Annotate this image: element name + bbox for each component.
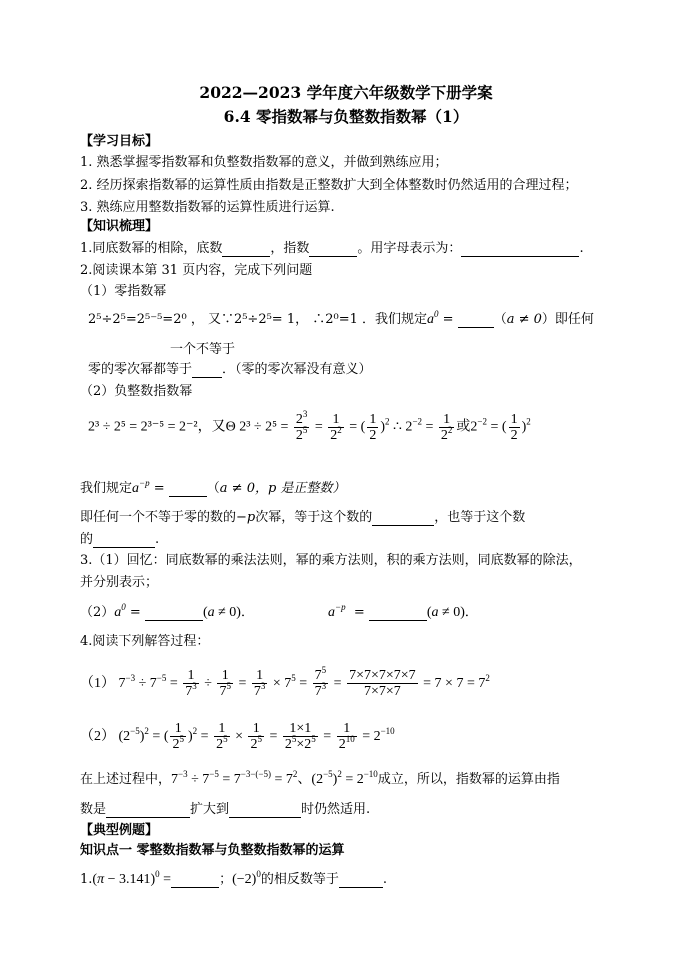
neg-line-c: ，也等于这个数 [434,510,526,525]
fraction: $\frac{1}{7^3}$ [185,668,197,700]
fraction: $\frac{1}{2^2}$ [330,412,342,443]
answer-blank [309,243,357,257]
fraction: $\frac{1}{2^2}$ [440,412,453,443]
q4-1-label: （1） [80,676,115,691]
zero-exponent-label: （1）零指数幂 [80,284,167,299]
neg-define-condition: a ≠ 0，p 是正整数） [219,481,346,496]
answer-blank [461,243,579,257]
fraction: $\frac{1}{2^5}$ [250,721,262,753]
concl2-b: 扩大到 [190,802,230,817]
neg-expr-a: 2³ ÷ 2⁵ = 2³⁻⁵ = 2⁻²，又Θ 2³ ÷ 2⁵ = [88,419,289,435]
a-power-neg-p: $a^{-p}$ [132,478,150,496]
question-2: 2.阅读课本第 31 页内容，完成下列问题 [80,263,313,278]
knowledge-heading: 【知识梳理】 [80,219,159,234]
neg-line2: 的 [80,532,94,547]
fraction: $\frac{1}{2^5}$ [216,721,228,753]
negative-definition [80,478,346,497]
question-4: 4.阅读下列解答过程： [80,634,210,649]
answer-blank [229,804,301,818]
concl-a: 在上述过程中， [80,772,172,787]
fraction: $\frac{2^3}{2^5}$ [295,409,308,443]
zero-expr-b: = [438,312,458,327]
q1-end: . [579,241,584,256]
knowledge-point-1: 知识点一 零整数指数幂与负整数指数幂的运算 [80,843,345,858]
answer-blank [222,243,270,257]
zero-expr-c: （ [493,312,507,327]
goal-item-2: 2. 经历探索指数幂的运算性质由指数是正整数扩大到全体整数时仍然适用的合理过程； [80,178,578,193]
zero-exponent-derivation [88,309,594,328]
answer-blank [106,804,190,818]
goals-heading: 【学习目标】 [80,134,159,149]
solution-2: （2） $(2^{-5})^2$ = ( $\frac{1}{2^5}$ )$^2$ = $\frac{1}{2^5}$ × $\frac{1}{2^5}$ = $\frac{1\times 1}{2^5\times 2^5}$ = $\frac{1}{2^{10}}$ = $2^{-10}$ [80,721,395,753]
zero-expr-a: 2⁵÷2⁵=2⁵⁻⁵=2⁰ ， 又∵2⁵÷2⁵= 1， ∴2⁰=1 ．我们规定 [88,312,428,327]
ex1-a: 1. [80,872,93,887]
fraction: $\frac{1}{7^3}$ [253,668,266,700]
q1-text-c: 。用字母表示为： [357,241,462,256]
negative-explanation [80,510,525,526]
fraction: $\frac{1\times 1}{2^5\times 2^5}$ [284,721,316,753]
doc-subtitle: 6.4 零指数幂与负整数指数幂（1） [223,107,469,126]
answer-blank [93,534,155,548]
neg-define-b: = [149,481,169,496]
neg-line2-end: . [155,532,160,547]
example-1: $1.(\pi - 3.141)^0$ = ；$(-2)^0$的相反数等于 . [80,869,387,887]
conclusion-line-1: 在上述过程中，$7^{-3} \div 7^{-5} = 7^{-3-(-5)} = 7^2$、$(2^{-5})^2 = 2^{-10}$成立，所以，指数幂的运算由指 [80,769,560,787]
concl2-c: 时仍然适用. [301,802,371,817]
neg-define-a: 我们规定 [80,481,133,496]
question-1 [80,241,584,257]
question-3-line-1: 3.（1）回忆：同底数幂的乘法法则，幂的乘方法则，积的乘方法则，同底数幂的除法， [80,553,582,568]
ex1-b: ； [219,872,233,887]
examples-heading: 【典型例题】 [80,823,159,838]
fraction: $\frac{1}{7^5}$ [219,668,231,700]
ex1-c: 的相反数等于 [260,872,339,887]
answer-blank [369,607,427,621]
negative-exponent-label: （2）负整数指数幂 [80,384,193,399]
fraction: $\frac{1}{2^5}$ [172,721,184,753]
goal-item-1: 1. 熟悉掌握零指数幂和负整数指数幂的意义，并做到熟练应用； [80,155,448,170]
solution-1: （1） $7^{-3} \div 7^{-5}$ = $\frac{1}{7^3}$ ÷ $\frac{1}{7^5}$ = $\frac{1}{7^3}$ × $7^5$ = $\frac{7^5}{7^3}$ = $\frac{7\times 7\times 7\times 7\times 7}{7\times 7\times 7}$ = $7 \times 7 = 7^2$ [80,665,490,700]
concl2-a: 数是 [80,802,107,817]
neg-line-b: 次幂，等于这个数的 [255,510,373,525]
a-power-neg-p: $a^{-p}$ [328,602,346,620]
answer-blank [458,314,494,328]
zero-line-3 [88,362,372,378]
zero-condition: a ≠ 0 [506,312,542,327]
doc-title: 2022—2023 学年度六年级数学下册学案 [199,83,493,102]
negative-exponent-derivation: 2³ ÷ 2⁵ = 2³⁻⁵ = 2⁻²，又Θ 2³ ÷ 2⁵ = $\frac{2^3}{2^5}$ = $\frac{1}{2^2}$ = ( $\frac{1}{2}$ )$^2$ ∴ $2^{-2}$ = $\frac{1}{2^2}$ 或$2^{-2}$ = ( $\frac{1}{2}$ )$^2$ [88,409,531,443]
a-power-zero: $a^0$ [427,309,439,327]
q1-text-b: ，指数 [270,241,310,256]
answer-blank [339,874,383,888]
fraction: $\frac{1}{2}$ [510,412,518,443]
neg-line-a: 即任何一个不等于零的数的 [80,510,237,525]
fraction: $\frac{7^5}{7^3}$ [314,665,327,700]
answer-blank [192,364,222,378]
ex1-end: . [382,872,387,887]
conclusion-line-2 [80,802,370,818]
answer-blank [145,607,203,621]
answer-blank [169,483,207,497]
minus-p: −p [236,510,256,525]
q1-text-a: 1.同底数幂的相除，底数 [80,241,223,256]
zero-line3-a: 零的零次幂都等于 [88,362,193,377]
fraction: $\frac{1}{2}$ [369,412,377,443]
fraction: $\frac{7\times 7\times 7\times 7\times 7}{7\times 7\times 7}$ [349,668,416,700]
zero-line3-b: ．（零的零次幂没有意义） [222,362,372,377]
concl-b: 成立，所以，指数幂的运算由指 [377,772,560,787]
fraction: $\frac{1}{2^{10}}$ [338,721,355,753]
q4-2-label: （2） [80,729,115,744]
zero-expr-d: ）即任何 [541,312,594,327]
q3-2-label: （2） [80,605,115,620]
negative-explanation-2 [80,532,159,548]
neg-define-c: （ [206,481,220,496]
question-3-part-2b: $a^{-p} = (a \ne 0)$． [328,602,478,620]
answer-blank [171,874,219,888]
a-power-zero: $a^0$ [114,602,126,620]
goal-item-3: 3. 熟练应用整数指数幂的运算性质进行运算. [80,200,335,215]
question-3-line-2: 并分别表示； [80,575,159,590]
zero-line-2: 一个不等于 [170,342,236,357]
answer-blank [372,512,434,526]
question-3-part-2: $(2)a^0 = (a \ne 0)$． [80,602,254,620]
